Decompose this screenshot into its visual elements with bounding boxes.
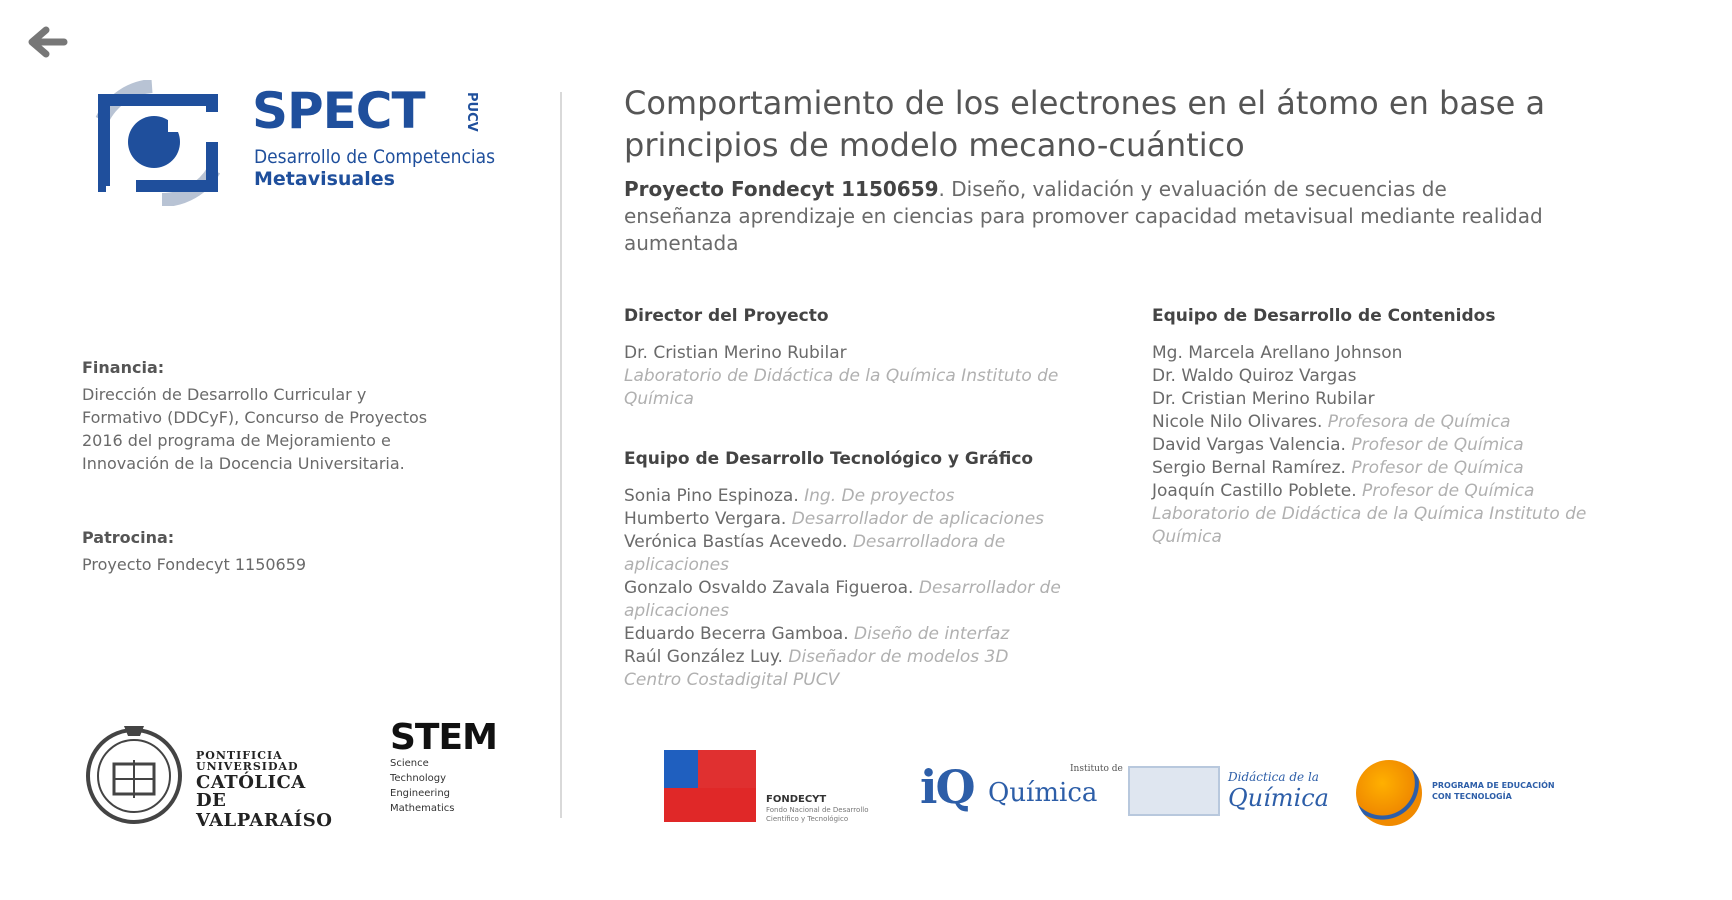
- fondecyt-label: FONDECYT: [766, 794, 827, 805]
- iq-label: Química: [988, 778, 1098, 808]
- tech-team-footer: Centro Costadigital PUCV: [624, 670, 840, 690]
- column-divider: [560, 92, 562, 818]
- ucv-line-2: UNIVERSIDAD: [196, 760, 299, 773]
- content-team-footer: Laboratorio de Didáctica de la Química Instituto de Química: [1152, 504, 1587, 547]
- stem-item: Technology: [390, 773, 447, 784]
- sponsor-logos: [660, 744, 1560, 834]
- team-member: David Vargas Valencia. Profesor de Química: [1152, 435, 1524, 455]
- dq-line-2: Química: [1228, 784, 1329, 812]
- team-member: Sergio Bernal Ramírez. Profesor de Química: [1152, 458, 1524, 478]
- brand-name: SPECT: [252, 82, 425, 140]
- team-member: Mg. Marcela Arellano Johnson: [1152, 343, 1403, 363]
- costadigital-globe-icon: [1356, 760, 1422, 826]
- director-name: Dr. Cristian Merino Rubilar: [624, 343, 847, 363]
- ucv-line-3: CATÓLICA DE: [196, 772, 306, 811]
- costadigital-logo: [1356, 760, 1556, 824]
- university-seal-icon: [80, 720, 188, 826]
- stem-logo: [390, 717, 510, 816]
- financia-text: Dirección de Desarrollo Curricular y Formativo (DDCyF), Concurso de Proyectos 2016 del programa de Mejoramiento e Innovación de la Docencia Universitaria.: [82, 385, 428, 473]
- spect-logo: [82, 80, 502, 210]
- project-code: Proyecto Fondecyt 1150659: [624, 177, 939, 201]
- page-title: Comportamiento de los electrones en el átomo en base a principios de modelo mecano-cuántico: [624, 84, 1546, 164]
- team-member: Gonzalo Osvaldo Zavala Figueroa. Desarrollador de aplicaciones: [624, 578, 1061, 621]
- director-heading: Director del Proyecto: [624, 306, 829, 326]
- stem-item: Engineering: [390, 788, 450, 799]
- director-role: Laboratorio de Didáctica de la Química Instituto de Química: [624, 366, 1059, 409]
- patrocina-section: [82, 528, 442, 576]
- stem-item: Mathematics: [390, 803, 455, 814]
- financia-section: [82, 358, 442, 475]
- ucv-line-4: VALPARAÍSO: [196, 810, 333, 831]
- team-member: Nicole Nilo Olivares. Profesora de Química: [1152, 412, 1511, 432]
- financia-label: Financia:: [82, 358, 165, 377]
- patrocina-text: Proyecto Fondecyt 1150659: [82, 555, 307, 574]
- content-team-heading: Equipo de Desarrollo de Contenidos: [1152, 306, 1496, 326]
- spect-emblem-icon: [82, 80, 232, 206]
- project-description: [624, 176, 1554, 257]
- fondecyt-logo: [664, 750, 894, 826]
- brand-subtitle-2: Metavisuales: [254, 168, 395, 190]
- brand-tag: PUCV: [464, 92, 479, 132]
- team-member: Humberto Vergara. Desarrollador de aplicaciones: [624, 509, 1045, 529]
- credits-right-column: [1152, 306, 1612, 549]
- fondecyt-subtitle: Fondo Nacional de Desarrollo Científico y Tecnológico: [766, 806, 869, 823]
- credits-left-column: [624, 306, 1104, 692]
- team-member: Raúl González Luy. Diseñador de modelos 3D: [624, 647, 1009, 667]
- iq-mark: iQ: [920, 760, 974, 814]
- iq-quimica-logo: [920, 760, 1123, 814]
- team-member: Sonia Pino Espinoza. Ing. De proyectos: [624, 486, 955, 506]
- team-member: Dr. Waldo Quiroz Vargas: [1152, 366, 1357, 386]
- team-member: Dr. Cristian Merino Rubilar: [1152, 389, 1375, 409]
- ucv-logo: [80, 720, 340, 831]
- patrocina-label: Patrocina:: [82, 528, 175, 547]
- tech-team-heading: Equipo de Desarrollo Tecnológico y Gráfico: [624, 449, 1034, 469]
- arrow-left-icon: [24, 22, 70, 62]
- project-text: . Diseño, validación y evaluación de secuencias de enseñanza aprendizaje en ciencias para promover capacidad metavisual mediante realidad aumentada: [624, 177, 1543, 255]
- brand-subtitle: Desarrollo de Competencias: [254, 146, 496, 168]
- team-member: Eduardo Becerra Gamboa. Diseño de interfaz: [624, 624, 1010, 644]
- iq-tiny-label: Instituto de: [1070, 764, 1123, 774]
- team-member: Verónica Bastías Acevedo. Desarrolladora de aplicaciones: [624, 532, 1006, 575]
- costadigital-label: PROGRAMA DE EDUCACIÓN CON TECNOLOGÍA: [1432, 781, 1555, 801]
- didactica-quimica-logo: [1128, 766, 1328, 820]
- stem-title: STEM: [390, 717, 497, 758]
- team-member: Joaquín Castillo Poblete. Profesor de Química: [1152, 481, 1535, 501]
- dq-line-1: Didáctica de la: [1228, 770, 1319, 784]
- ucv-line-1: PONTIFICIA: [196, 749, 283, 762]
- stem-item: Science: [390, 758, 429, 769]
- back-button[interactable]: [24, 22, 70, 62]
